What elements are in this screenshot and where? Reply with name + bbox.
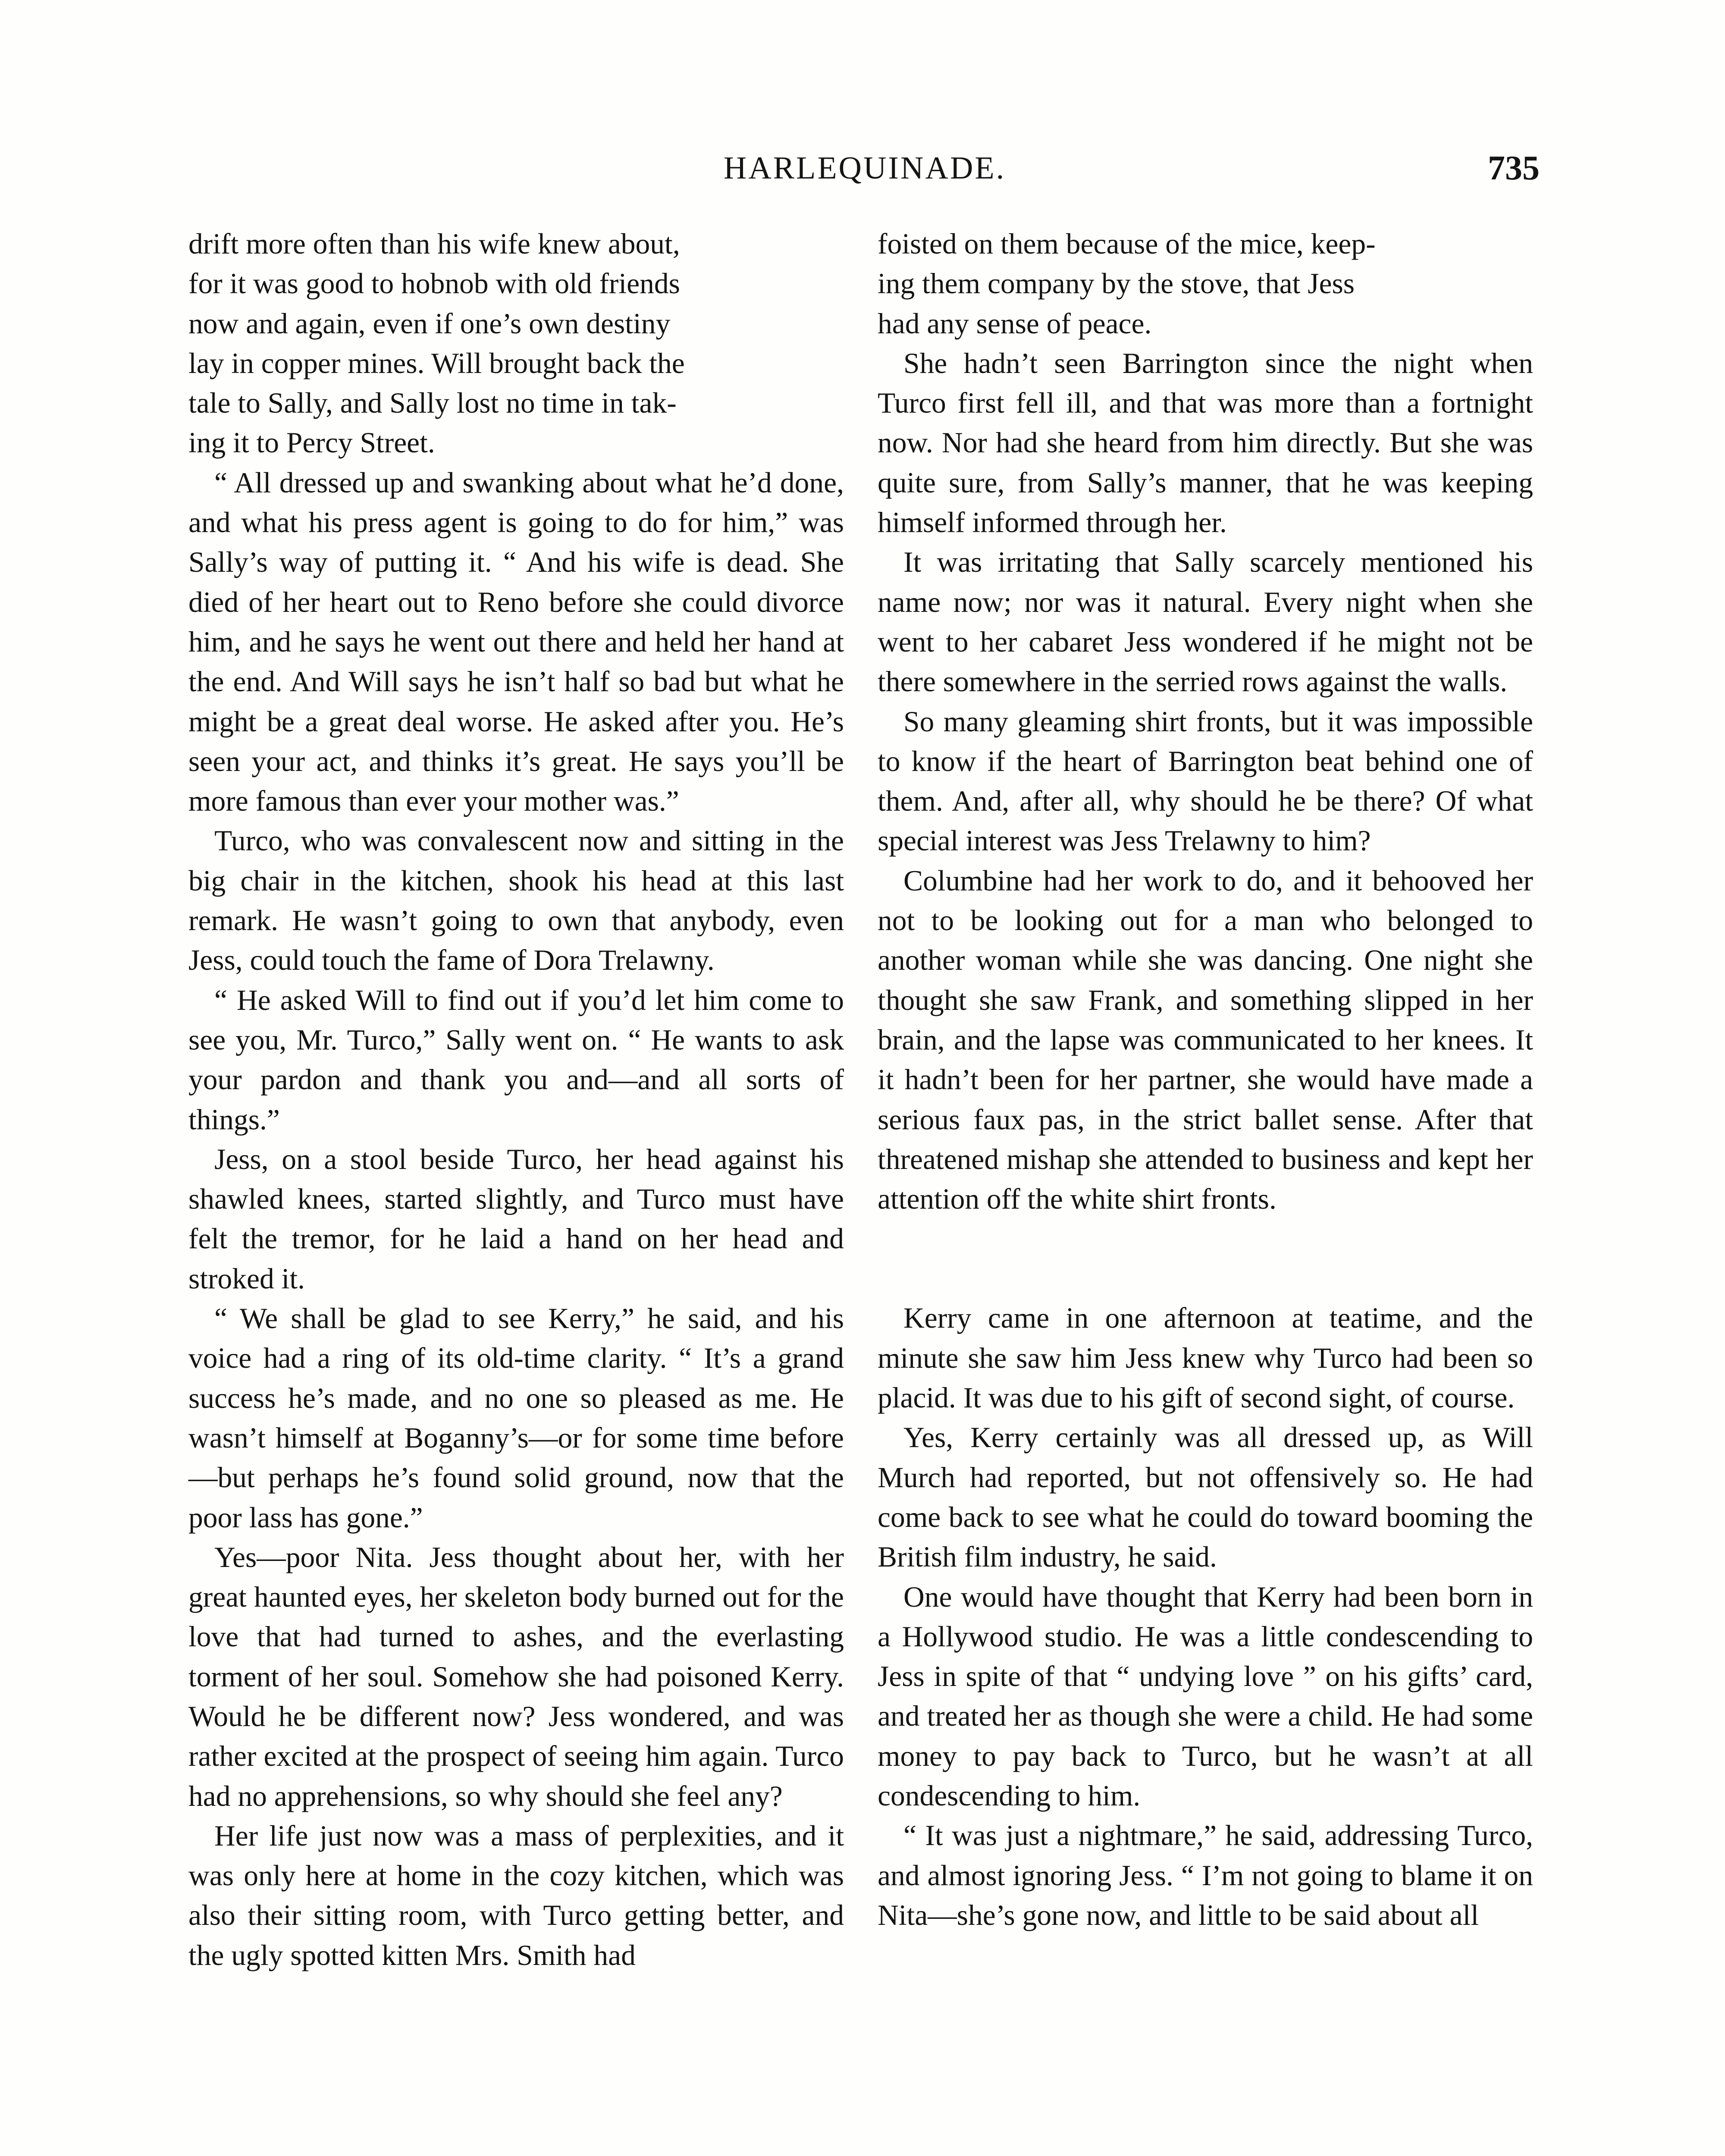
text-line: foisted on them because of the mice, keep- [878,228,1376,260]
text-line: ing it to Percy Street. [188,426,435,459]
running-title: HARLEQUINADE. [723,150,1006,186]
paragraph: Yes, Kerry certainly was all dressed up, as Will Murch had reported, but not offensively so. He had come back to see what he could do toward booming the British film industry, he said. [878,1421,1533,1573]
paragraph: One would have thought that Kerry had been born in a Hollywood studio. He was a little condescending to Jess in spite of that “ undying love ” on his gifts’ card, and treated her as though she were a child. He had some money to pay back to Turco, but he wasn’t at all condescending to him. [878,1580,1533,1812]
paragraph: So many gleaming shirt fronts, but it was impossible to know if the heart of Barrington beat behind one of them. And, after all, why should he be there? Of what special interest was Jess Trelawny to him? [878,705,1533,857]
paragraph: Her life just now was a mass of perplexities, and it was only here at home in the cozy kitchen, which was also their sitting room, with Turco getting better, and the ugly spotted kitten Mrs. Smith had [188,1819,844,1971]
text-line: now and again, even if one’s own destiny [188,307,671,340]
text-line: had any sense of peace. [878,307,1152,340]
text-line: tale to Sally, and Sally lost no time in tak- [188,387,677,420]
paragraph: Jess, on a stool beside Turco, her head against his shawled knees, started slightly, and Turco must have felt the tremor, for he laid a hand on her head and stroked it. [188,1143,844,1295]
paragraph: “ It was just a nightmare,” he said, addressing Turco, and almost ignoring Jess. “ I’m not going to blame it on Nita—she’s gone now, and little to be said about all [878,1819,1533,1931]
left-column [188,224,844,1975]
right-column [878,224,1533,1935]
paragraph: “ We shall be glad to see Kerry,” he said, and his voice had a ring of its old-time clarity. “ It’s a grand success he’s made, and no one so pleased as me. He wasn’t himself at Boganny’s—or for some time before—but perhaps he’s found solid ground, now that the poor lass has gone.” [188,1302,844,1534]
text-line: lay in copper mines. Will brought back the [188,347,685,379]
paragraph [188,224,844,463]
page-header [190,142,1540,194]
paragraph: She hadn’t seen Barrington since the night when Turco first fell ill, and that was more than a fortnight now. Nor had she heard from him directly. But she was quite sure, from Sally’s manner, that he was keeping himself informed through her. [878,347,1533,539]
page-number: 735 [1488,149,1540,187]
paragraph: “ He asked Will to find out if you’d let him come to see you, Mr. Turco,” Sally went on. “ He wants to ask your pardon and thank you and—and all sorts of things.” [188,984,844,1136]
paragraph: It was irritating that Sally scarcely mentioned his name now; nor was it natural. Every night when she went to her cabaret Jess wondered if he might not be there somewhere in the serried rows against the walls. [878,546,1533,698]
text-line: ing them company by the stove, that Jess [878,267,1355,300]
paragraph: Yes—poor Nita. Jess thought about her, with her great haunted eyes, her skeleton body burned out for the love that had turned to ashes, and the everlasting torment of her soul. Somehow she had poisoned Kerry. Would he be different now? Jess wondered, and was rather excited at the prospect of seeing him again. Turco had no apprehensions, so why should she feel any? [188,1541,844,1812]
text-line: for it was good to hobnob with old friends [188,267,680,300]
paragraph: Kerry came in one afternoon at teatime, and the minute she saw him Jess knew why Turco had been so placid. It was due to his gift of second sight, of course. [878,1302,1533,1414]
paragraph: “ All dressed up and swanking about what he’d done, and what his press agent is going to do for him,” was Sally’s way of putting it. “ And his wife is dead. She died of her heart out to Reno before she could divorce him, and he says he went out there and held her hand at the end. And Will says he isn’t half so bad but what he might be a great deal worse. He asked after you. He’s seen your act, and thinks it’s great. He says you’ll be more famous than ever your mother was.” [188,466,844,818]
text-line: drift more often than his wife knew about, [188,228,680,260]
paragraph [878,224,1533,344]
paragraph: Turco, who was convalescent now and sitting in the big chair in the kitchen, shook his head at this last remark. He wasn’t going to own that anybody, even Jess, could touch the fame of Dora Trelawny. [188,824,844,977]
paragraph: Columbine had her work to do, and it behooved her not to be looking out for a man who belonged to another woman while she was dancing. One night she thought she saw Frank, and something slipped in her brain, and the lapse was communicated to her knees. It it hadn’t been for her partner, she would have made a serious faux pas, in the strict ballet sense. After that threatened mishap she attended to business and kept her attention off the white shirt fronts. [878,864,1533,1216]
